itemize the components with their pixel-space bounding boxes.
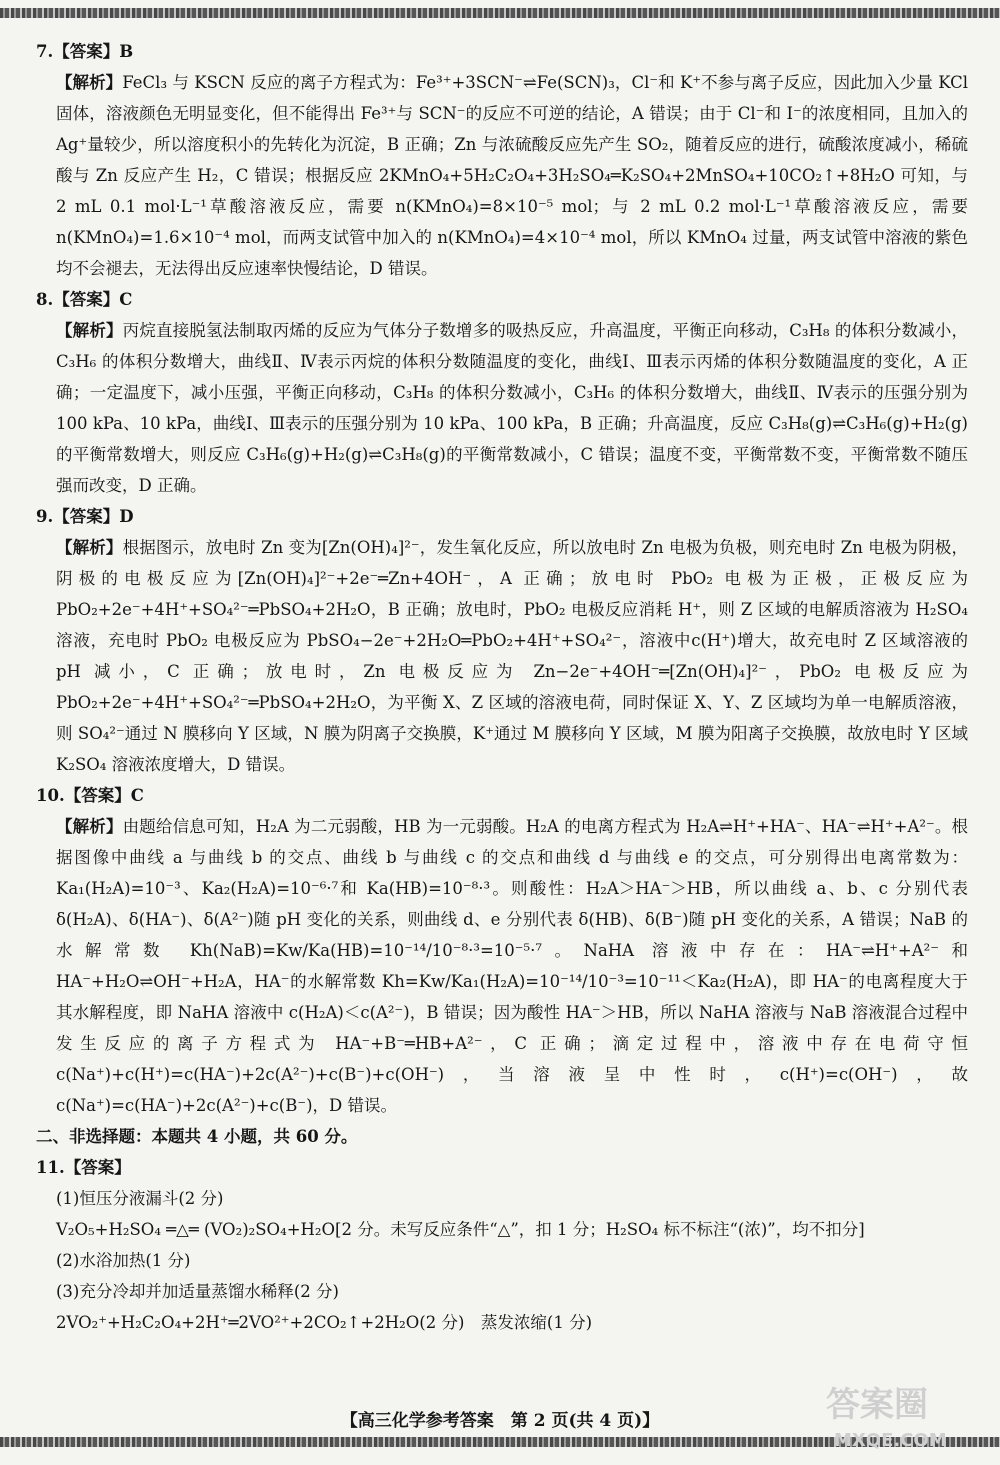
- q11-item: (2)水浴加热(1 分): [56, 1251, 191, 1270]
- q8-explanation-text: 丙烷直接脱氢法制取丙烯的反应为气体分子数增多的吸热反应，升高温度，平衡正向移动，C₃H₈ 的体积分数减小，C₃H₆ 的体积分数增大，曲线Ⅱ、Ⅳ表示丙烷的体积分数随温度的变化，曲线Ⅰ、Ⅲ表示丙烯的体积分数随温度的变化，A 正确；一定温度下，减小压强，平衡正向移动，C₃H₈ 的体积分数减小，C₃H₆ 的体积分数增大，曲线Ⅱ、Ⅳ表示的压强分别为 100 kPa、10 kPa，曲线Ⅰ、Ⅲ表示的压强分别为 10 kPa、100 kPa，B 正确；升高温度，反应 C₃H₈(g)⇌C₃H₆(g)+H₂(g)的平衡常数增大，则反应 C₃H₆(g)+H₂(g)⇌C₃H₈(g)的平衡常数减小，C 错误；温度不变，平衡常数不变，平衡常数不随压强而改变，D 正确。: [56, 321, 968, 495]
- question-11: [36, 1152, 968, 1338]
- q11-answer: 11.【答案】: [36, 1158, 131, 1177]
- q7-explanation-text: FeCl₃ 与 KSCN 反应的离子方程式为：Fe³⁺+3SCN⁻⇌Fe(SCN)₃，Cl⁻和 K⁺不参与离子反应，因此加入少量 KCl 固体，溶液颜色无明显变化，但不能得出 Fe³⁺与 SCN⁻的反应不可逆的结论，A 错误；由于 Cl⁻和 I⁻的浓度相同，且加入的 Ag⁺量较少，所以溶度积小的先转化为沉淀，B 正确；Zn 与浓硫酸反应先产生 SO₂，随着反应的进行，硫酸浓度减小，稀硫酸与 Zn 反应产生 H₂，C 错误；根据反应 2KMnO₄+5H₂C₂O₄+3H₂SO₄═K₂SO₄+2MnSO₄+10CO₂↑+8H₂O 可知，与 2 mL 0.1 mol·L⁻¹草酸溶液反应，需要 n(KMnO₄)=8×10⁻⁵ mol；与 2 mL 0.2 mol·L⁻¹草酸溶液反应，需要 n(KMnO₄)=1.6×10⁻⁴ mol，而两支试管中加入的 n(KMnO₄)=4×10⁻⁴ mol，所以 KMnO₄ 过量，两支试管中溶液的紫色均不会褪去，无法得出反应速率快慢结论，D 错误。: [56, 73, 969, 278]
- q10-explanation: [36, 811, 968, 1121]
- q10-explanation-text: 由题给信息可知，H₂A 为二元弱酸，HB 为一元弱酸。H₂A 的电离方程式为 H₂A⇌H⁺+HA⁻、HA⁻⇌H⁺+A²⁻。根据图像中曲线 a 与曲线 b 的交点、曲线 b 与曲线 c 的交点和曲线 d 与曲线 e 的交点，可分别得出电离常数为：Ka₁(H₂A)=10⁻³、Ka₂(H₂A)=10⁻⁶·⁷和 Ka(HB)=10⁻⁸·³。则酸性：H₂A＞HA⁻＞HB，所以曲线 a、b、c 分别代表 δ(H₂A)、δ(HA⁻)、δ(A²⁻)随 pH 变化的关系，则曲线 d、e 分别代表 δ(HB)、δ(B⁻)随 pH 变化的关系，A 错误；NaB 的水解常数 Kh(NaB)=Kw/Ka(HB)=10⁻¹⁴/10⁻⁸·³=10⁻⁵·⁷。NaHA 溶液中存在：HA⁻⇌H⁺+A²⁻和 HA⁻+H₂O⇌OH⁻+H₂A，HA⁻的水解常数 Kh=Kw/Ka₁(H₂A)=10⁻¹⁴/10⁻³=10⁻¹¹＜Ka₂(H₂A)，即 HA⁻的电离程度大于其水解程度，即 NaHA 溶液中 c(H₂A)＜c(A²⁻)，B 错误；因为酸性 HA⁻＞HB，所以 NaHA 溶液与 NaB 溶液混合过程中发生反应的离子方程式为 HA⁻+B⁻═HB+A²⁻，C 正确；滴定过程中，溶液中存在电荷守恒 c(Na⁺)+c(H⁺)=c(HA⁻)+2c(A²⁻)+c(B⁻)+c(OH⁻)，当溶液呈中性时，c(H⁺)=c(OH⁻)，故 c(Na⁺)=c(HA⁻)+2c(A²⁻)+c(B⁻)，D 错误。: [56, 817, 968, 1115]
- q11-item: V₂O₅+H₂SO₄ ═△═ (VO₂)₂SO₄+H₂O[2 分。未写反应条件“△”，扣 1 分；H₂SO₄ 标不标注“(浓)”，均不扣分]: [56, 1220, 865, 1239]
- q7-explanation: [36, 67, 968, 284]
- q7-explanation-tag: 【解析】: [56, 73, 123, 92]
- q9-answer: 9.【答案】D: [36, 507, 134, 526]
- page-footer: 【高三化学参考答案 第 2 页(共 4 页)】: [340, 1411, 660, 1431]
- question-7: [36, 36, 968, 284]
- section-heading-nonchoice: 二、非选择题：本题共 4 小题，共 60 分。: [36, 1127, 358, 1146]
- q9-explanation-text: 根据图示，放电时 Zn 变为[Zn(OH)₄]²⁻，发生氧化反应，所以放电时 Zn 电极为负极，则充电时 Zn 电极为阴极，阴极的电极反应为[Zn(OH)₄]²⁻+2e⁻═Zn+4OH⁻，A 正确；放电时 PbO₂ 电极为正极，正极反应为 PbO₂+2e⁻+4H⁺+SO₄²⁻═PbSO₄+2H₂O，B 正确；放电时，PbO₂ 电极反应消耗 H⁺，则 Z 区域的电解质溶液为 H₂SO₄ 溶液，充电时 PbO₂ 电极反应为 PbSO₄−2e⁻+2H₂O═PbO₂+4H⁺+SO₄²⁻，溶液中c(H⁺)增大，故充电时 Z 区域溶液的 pH 减小，C 正确；放电时，Zn 电极反应为 Zn−2e⁻+4OH⁻═[Zn(OH)₄]²⁻，PbO₂ 电极反应为 PbO₂+2e⁻+4H⁺+SO₄²⁻═PbSO₄+2H₂O，为平衡 X、Z 区域的溶液电荷，同时保证 X、Y、Z 区域均为单一电解质溶液，则 SO₄²⁻通过 N 膜移向 Y 区域，N 膜为阴离子交换膜，K⁺通过 M 膜移向 Y 区域，M 膜为阳离子交换膜，故放电时 Y 区域 K₂SO₄ 溶液浓度增大，D 错误。: [56, 538, 968, 774]
- watermark-logo: [816, 1374, 976, 1454]
- q8-answer: 8.【答案】C: [36, 290, 133, 309]
- q9-explanation-tag: 【解析】: [56, 538, 123, 557]
- question-8: [36, 284, 968, 501]
- question-10: [36, 780, 968, 1121]
- q11-item: (3)充分冷却并加适量蒸馏水稀释(2 分): [56, 1282, 339, 1301]
- q10-answer: 10.【答案】C: [36, 786, 144, 805]
- watermark-line1: 答案圈: [826, 1385, 928, 1425]
- q7-answer: 7.【答案】B: [36, 42, 134, 61]
- q10-explanation-tag: 【解析】: [56, 817, 123, 836]
- q8-explanation: [36, 315, 968, 501]
- q11-item: 2VO₂⁺+H₂C₂O₄+2H⁺═2VO²⁺+2CO₂↑+2H₂O(2 分) 蒸发浓缩(1 分): [56, 1313, 593, 1332]
- question-9: [36, 501, 968, 780]
- q9-explanation: [36, 532, 968, 780]
- q8-explanation-tag: 【解析】: [56, 321, 123, 340]
- watermark-line2: MXQE.COM: [834, 1430, 947, 1451]
- top-border: [0, 8, 1000, 18]
- answer-page: [36, 36, 968, 1338]
- q11-item: (1)恒压分液漏斗(2 分): [56, 1189, 224, 1208]
